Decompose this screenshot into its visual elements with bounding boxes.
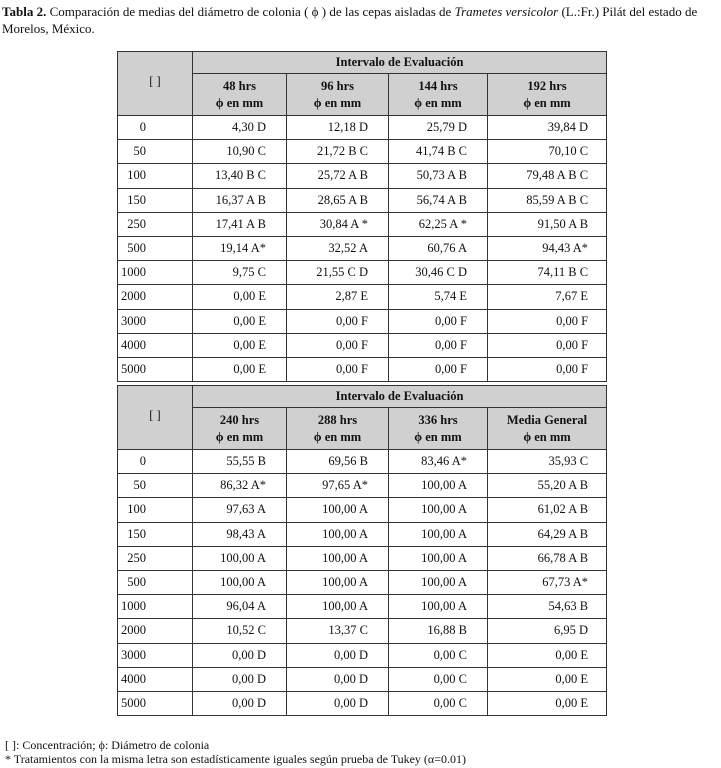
concentration-cell: 500 — [118, 236, 193, 260]
table-row — [118, 546, 607, 570]
value-cell: 0,00 E — [193, 285, 287, 309]
value-cell: 35,93 C — [488, 450, 607, 474]
value-cell: 21,55 C D — [287, 261, 389, 285]
value-cell: 100,00 A — [389, 522, 488, 546]
column-unit: ϕ en mm — [523, 429, 571, 444]
value-cell: 9,75 C — [193, 261, 287, 285]
value-cell: 85,59 A B C — [488, 188, 607, 212]
column-header — [193, 74, 287, 116]
column-unit: ϕ en mm — [414, 429, 462, 444]
concentration-cell: 5000 — [118, 357, 193, 381]
value-cell: 0,00 F — [488, 309, 607, 333]
column-unit: ϕ en mm — [215, 95, 264, 110]
table-2-body — [118, 450, 607, 716]
value-cell: 12,18 D — [287, 116, 389, 140]
value-cell: 0,00 E — [193, 357, 287, 381]
value-cell: 32,52 A — [287, 236, 389, 260]
value-cell: 10,90 C — [193, 140, 287, 164]
table-row — [118, 474, 607, 498]
value-cell: 98,43 A — [193, 522, 287, 546]
value-cell: 62,25 A * — [389, 212, 488, 236]
value-cell: 83,46 A* — [389, 450, 488, 474]
value-cell: 100,00 A — [287, 498, 389, 522]
table-row — [118, 595, 607, 619]
concentration-cell: 4000 — [118, 667, 193, 691]
value-cell: 0,00 E — [193, 333, 287, 357]
concentration-cell: 150 — [118, 188, 193, 212]
concentration-cell: 4000 — [118, 333, 193, 357]
table-row — [118, 188, 607, 212]
column-unit: ϕ en mm — [523, 95, 571, 110]
value-cell: 100,00 A — [389, 546, 488, 570]
results-table-2 — [117, 385, 607, 716]
value-cell: 64,29 A B — [488, 522, 607, 546]
concentration-cell: 150 — [118, 522, 193, 546]
column-title: 288 hrs — [317, 412, 358, 427]
concentration-cell: 100 — [118, 164, 193, 188]
value-cell: 0,00 E — [193, 309, 287, 333]
table-row — [118, 333, 607, 357]
value-cell: 91,50 A B — [488, 212, 607, 236]
table-row — [118, 667, 607, 691]
table-row — [118, 212, 607, 236]
concentration-cell: 1000 — [118, 261, 193, 285]
value-cell: 0,00 E — [488, 667, 607, 691]
value-cell: 25,79 D — [389, 116, 488, 140]
concentration-cell: 1000 — [118, 595, 193, 619]
value-cell: 70,10 C — [488, 140, 607, 164]
table-row — [118, 285, 607, 309]
column-title: 144 hrs — [418, 78, 458, 93]
value-cell: 97,63 A — [193, 498, 287, 522]
column-title: Media General — [506, 412, 588, 427]
value-cell: 25,72 A B — [287, 164, 389, 188]
value-cell: 61,02 A B — [488, 498, 607, 522]
column-unit: ϕ en mm — [313, 429, 362, 444]
column-unit: ϕ en mm — [313, 95, 362, 110]
table-row — [118, 116, 607, 140]
value-cell: 16,37 A B — [193, 188, 287, 212]
concentration-cell: 500 — [118, 570, 193, 594]
value-cell: 0,00 D — [287, 667, 389, 691]
value-cell: 0,00 F — [287, 357, 389, 381]
value-cell: 0,00 F — [488, 333, 607, 357]
value-cell: 0,00 D — [193, 643, 287, 667]
value-cell: 0,00 F — [287, 309, 389, 333]
table-row — [118, 357, 607, 381]
value-cell: 100,00 A — [389, 474, 488, 498]
value-cell: 5,74 E — [389, 285, 488, 309]
table-row — [118, 691, 607, 715]
caption-species: Trametes versicolor — [454, 4, 559, 19]
value-cell: 0,00 D — [193, 691, 287, 715]
column-header — [287, 74, 389, 116]
concentration-cell: 5000 — [118, 691, 193, 715]
footnotes — [5, 738, 705, 766]
value-cell: 0,00 F — [287, 333, 389, 357]
concentration-cell: 250 — [118, 546, 193, 570]
results-table-1 — [117, 51, 607, 382]
footnote-legend: [ ]: Concentración; ϕ: Diámetro de colonia — [5, 738, 210, 752]
table-row — [118, 309, 607, 333]
value-cell: 13,37 C — [287, 619, 389, 643]
concentration-cell: 50 — [118, 474, 193, 498]
value-cell: 30,46 C D — [389, 261, 488, 285]
value-cell: 94,43 A* — [488, 236, 607, 260]
value-cell: 7,67 E — [488, 285, 607, 309]
value-cell: 0,00 E — [488, 691, 607, 715]
concentration-cell: 50 — [118, 140, 193, 164]
value-cell: 100,00 A — [193, 570, 287, 594]
caption-text-part1: Comparación de medias del diámetro de colonia ( ϕ ) de las cepas aisladas de — [46, 4, 455, 19]
value-cell: 56,74 A B — [389, 188, 488, 212]
table-1-body — [118, 116, 607, 382]
value-cell: 21,72 B C — [287, 140, 389, 164]
column-header — [287, 408, 389, 450]
value-cell: 17,41 A B — [193, 212, 287, 236]
footnote-tukey: * Tratamientos con la misma letra son estadísticamente iguales según prueba de Tukey (α=0.01) — [5, 752, 466, 766]
concentration-cell: 100 — [118, 498, 193, 522]
value-cell: 66,78 A B — [488, 546, 607, 570]
value-cell: 96,04 A — [193, 595, 287, 619]
table-row — [118, 140, 607, 164]
concentration-header: [ ] — [118, 386, 193, 450]
value-cell: 100,00 A — [389, 498, 488, 522]
concentration-cell: 2000 — [118, 285, 193, 309]
column-title: 336 hrs — [418, 412, 458, 427]
value-cell: 79,48 A B C — [488, 164, 607, 188]
caption-label: Tabla 2. — [2, 4, 47, 19]
value-cell: 60,76 A — [389, 236, 488, 260]
column-unit: ϕ en mm — [414, 95, 462, 110]
value-cell: 69,56 B — [287, 450, 389, 474]
value-cell: 16,88 B — [389, 619, 488, 643]
value-cell: 0,00 D — [193, 667, 287, 691]
value-cell: 0,00 F — [389, 333, 488, 357]
concentration-header: [ ] — [118, 52, 193, 116]
table-row — [118, 236, 607, 260]
table-row — [118, 450, 607, 474]
interval-header: Intervalo de Evaluación — [193, 52, 607, 74]
table-row — [118, 261, 607, 285]
column-header — [488, 408, 607, 450]
value-cell: 54,63 B — [488, 595, 607, 619]
caption-text-part2: (L.:Fr.) Pilát del estado de Morelos, México. — [2, 4, 698, 36]
table-row — [118, 643, 607, 667]
value-cell: 100,00 A — [287, 570, 389, 594]
column-unit: ϕ en mm — [215, 429, 264, 444]
value-cell: 86,32 A* — [193, 474, 287, 498]
value-cell: 50,73 A B — [389, 164, 488, 188]
value-cell: 0,00 F — [389, 357, 488, 381]
value-cell: 0,00 D — [287, 643, 389, 667]
value-cell: 0,00 F — [488, 357, 607, 381]
value-cell: 100,00 A — [389, 570, 488, 594]
value-cell: 4,30 D — [193, 116, 287, 140]
value-cell: 2,87 E — [287, 285, 389, 309]
value-cell: 39,84 D — [488, 116, 607, 140]
value-cell: 67,73 A* — [488, 570, 607, 594]
column-header — [389, 408, 488, 450]
value-cell: 0,00 D — [287, 691, 389, 715]
table-caption — [2, 3, 718, 37]
column-header — [389, 74, 488, 116]
value-cell: 13,40 B C — [193, 164, 287, 188]
table-row — [118, 164, 607, 188]
concentration-cell: 0 — [118, 450, 193, 474]
value-cell: 28,65 A B — [287, 188, 389, 212]
value-cell: 6,95 D — [488, 619, 607, 643]
column-title: 192 hrs — [527, 78, 567, 93]
concentration-cell: 250 — [118, 212, 193, 236]
value-cell: 0,00 C — [389, 667, 488, 691]
table-row — [118, 498, 607, 522]
table-row — [118, 522, 607, 546]
column-header — [193, 408, 287, 450]
value-cell: 97,65 A* — [287, 474, 389, 498]
value-cell: 74,11 B C — [488, 261, 607, 285]
column-title: 96 hrs — [321, 78, 354, 93]
value-cell: 10,52 C — [193, 619, 287, 643]
column-title: 48 hrs — [223, 78, 256, 93]
value-cell: 0,00 C — [389, 691, 488, 715]
column-header — [488, 74, 607, 116]
table-row — [118, 570, 607, 594]
table-row — [118, 619, 607, 643]
value-cell: 100,00 A — [389, 595, 488, 619]
concentration-cell: 3000 — [118, 643, 193, 667]
value-cell: 100,00 A — [287, 595, 389, 619]
concentration-cell: 0 — [118, 116, 193, 140]
concentration-cell: 3000 — [118, 309, 193, 333]
value-cell: 100,00 A — [287, 522, 389, 546]
value-cell: 55,55 B — [193, 450, 287, 474]
value-cell: 100,00 A — [287, 546, 389, 570]
value-cell: 100,00 A — [193, 546, 287, 570]
interval-header: Intervalo de Evaluación — [193, 386, 607, 408]
value-cell: 0,00 C — [389, 643, 488, 667]
value-cell: 55,20 A B — [488, 474, 607, 498]
column-title: 240 hrs — [219, 412, 260, 427]
concentration-cell: 2000 — [118, 619, 193, 643]
value-cell: 19,14 A* — [193, 236, 287, 260]
value-cell: 0,00 F — [389, 309, 488, 333]
value-cell: 41,74 B C — [389, 140, 488, 164]
value-cell: 0,00 E — [488, 643, 607, 667]
value-cell: 30,84 A * — [287, 212, 389, 236]
